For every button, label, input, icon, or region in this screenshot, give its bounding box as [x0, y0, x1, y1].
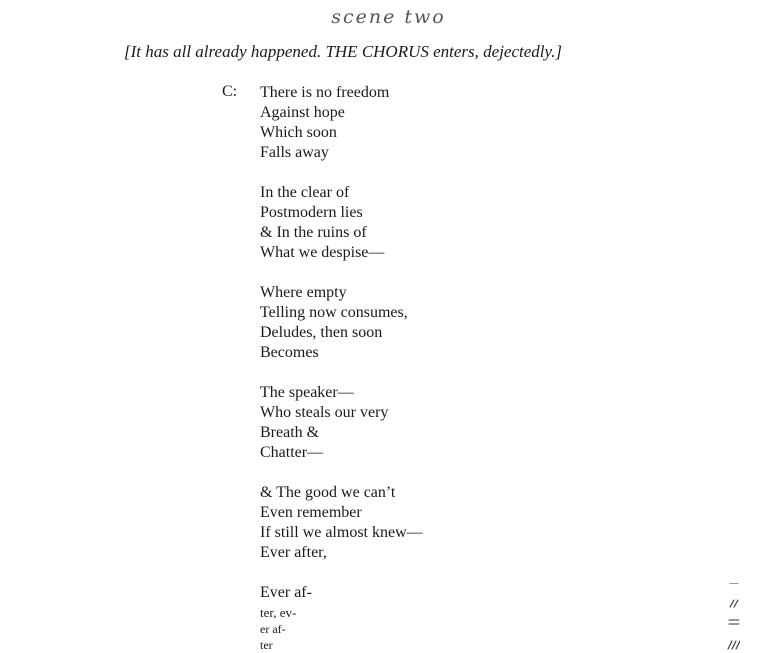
stanza [260, 583, 423, 603]
speaker-label: C: [222, 83, 238, 100]
tally-mark [736, 641, 740, 649]
verse-line: Postmodern lies [260, 204, 363, 221]
verse-line: There is no freedom [260, 84, 390, 101]
verse-line: & In the ruins of [260, 224, 367, 241]
fading-line: ter [260, 638, 273, 652]
verse-line: Becomes [260, 344, 319, 361]
scene-heading: scene two [331, 6, 446, 28]
stanza [260, 383, 423, 463]
tally-mark [728, 641, 732, 649]
fading-line: er af- [260, 622, 286, 636]
stanza [260, 83, 423, 163]
verse-line: Deludes, then soon [260, 324, 383, 341]
tally-mark [730, 600, 734, 607]
tally-mark [734, 600, 738, 607]
verse-line: In the clear of [260, 184, 350, 201]
verse-line: & The good we can’t [260, 484, 396, 501]
stage-direction: [It has all already happened. THE CHORUS enters, dejectedly.] [124, 42, 562, 61]
tally-mark [732, 641, 736, 649]
verse-line: Chatter— [260, 444, 324, 461]
margin-tally-marks [726, 583, 740, 650]
stanza [260, 483, 423, 563]
fading-lines [260, 605, 296, 653]
verse-line: Telling now consumes, [260, 304, 408, 321]
stanza [260, 183, 423, 263]
verse-line: Who steals our very [260, 404, 389, 421]
verse-line: What we despise— [260, 244, 385, 261]
verse-line: Even remember [260, 504, 362, 521]
verse-line: Ever af- [260, 584, 312, 601]
verse-line: Where empty [260, 284, 347, 301]
verse-line: Against hope [260, 104, 345, 121]
verse-line: The speaker— [260, 384, 354, 401]
stanza [260, 283, 423, 363]
verse-line: Which soon [260, 124, 337, 141]
verse-line: Falls away [260, 144, 329, 161]
fading-line: ter, ev- [260, 605, 297, 620]
verse-line: If still we almost knew— [260, 524, 423, 541]
verse-line: Breath & [260, 424, 320, 441]
verse-block [260, 83, 423, 623]
verse-line: Ever after, [260, 544, 327, 561]
